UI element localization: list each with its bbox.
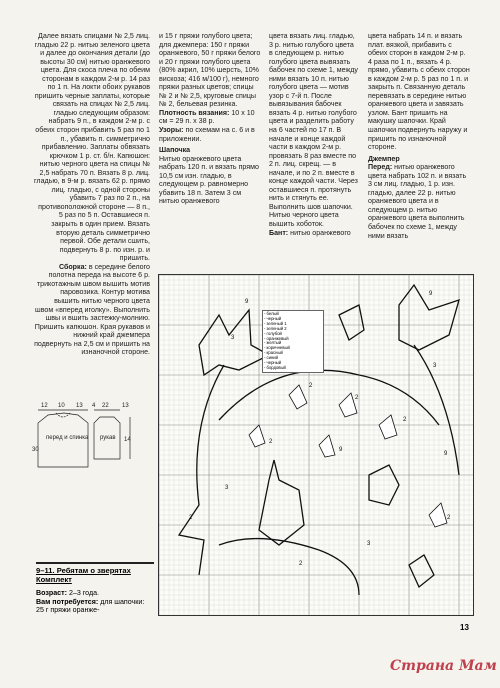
color-mark: 2 xyxy=(403,417,407,423)
color-mark: 2 xyxy=(269,439,273,445)
front-text: нитью оранжевого цвета набрать 102 п. и вязать 3 см лиц. гладью, 1 р. изн. гладью, далее 22 р. нитью оранжевого цвета и в следующем р. нитью оранжевого цвета выполнить бабочек по схеме 1, между ними вязать xyxy=(368,163,467,240)
leaf-mark xyxy=(429,503,447,527)
density-label: Плотность вязания: xyxy=(159,108,230,117)
legend-item: - голубой xyxy=(264,330,282,336)
section-title: 9–11. Ребятам о зверятах Комплект xyxy=(36,562,154,584)
color-mark: 2 xyxy=(309,383,313,389)
dim-label: 13 xyxy=(122,403,129,409)
color-mark: 3 xyxy=(231,335,235,341)
color-mark: 2 xyxy=(447,515,451,521)
color-mark: 9 xyxy=(429,291,433,297)
needs-text: для шапочки: 25 г пряжи оранже- xyxy=(36,597,145,614)
density-text: 10 х 10 см = 29 п. х 38 р. xyxy=(159,108,255,126)
col1-text: Далее вязать спицами № 2,5 лиц. гладью 22 р. нитью зеленого цвета и далее до окончания детали (до высоты 30 см) нитью оранжевого цвета. Для скоса плеча по обеим сторонам в каждом 2-м р. 14 раз по 1 п. На локти обоих рукавов пришить черные заплаты, которые связать на спицах № 2,5 лиц. гладью следующим образом: набрать 9 п., в каждом 2-м р. с обеих сторон прибавить 5 раз по 1 п., убавить п. симметрично прибавлению. Заплаты обвязать крючком 1 р. ст. б/н. Капюшон: нитью черного цвета на спицы № 2,5 набрать 70 п. Вязать 8 р. лиц. гладью, в 9-м р. вязать 62 р. прямо лиц. гладью, с одной стороны убавить 7 раз по 2 п., на противоположной стороне — 8 п., 5 раз по 5 п. Оставшиеся п. закрыть в один прием. Вязать вторую деталь симметрично первой. Обе детали сшить, подвернуть 8 р. по изн. р. и пришить. xyxy=(34,32,151,263)
color-mark: 2 xyxy=(189,515,193,521)
color-mark: 2 xyxy=(299,561,303,567)
color-mark: 3 xyxy=(433,363,437,369)
legend-item: - коричневый xyxy=(264,345,290,351)
bow-text: нитью оранжевого xyxy=(290,228,351,237)
leaf-mark xyxy=(289,385,307,409)
hat-text: Нитью оранжевого цвета набрать 120 п. и вязать прямо 10,5 см изн. гладью, в следующем р. равномерно убавить 18 п. Затем 3 см нитью оранжевого xyxy=(159,154,259,206)
col2-text: и 15 г пряжи голубого цвета; для джемпера: 150 г пряжи оранжевого, 50 г пряжи белого и 20 г пряжи голубого цвета (80% акрил, 10% шерсть, 10% вискоза; 416 м/100 г), немного пряжи разных цветов; спицы № 2 и № 2,5, круговые спицы № 2, бельевая резинка. xyxy=(159,32,261,109)
front-label: Перед: xyxy=(368,163,393,172)
legend-item: - черный xyxy=(264,360,282,366)
jumper-title: Джемпер xyxy=(368,154,400,163)
dim-label: 12 xyxy=(41,403,48,409)
legend-item: - красный xyxy=(264,350,283,356)
column-1 xyxy=(34,32,150,357)
dim-label: 14 xyxy=(124,437,131,443)
leaf-mark xyxy=(379,415,397,439)
front-back-label: перед и спинка xyxy=(46,435,89,441)
legend-item: - зеленый 2 xyxy=(264,325,287,331)
dim-label: 13 xyxy=(76,403,83,409)
legend-item: - бордовый xyxy=(264,364,286,370)
assembly-text: в середине белого полотна переда на высоте 6 р. трикотажным швом вышить мотив паровозика. Контур мотива вышить нитью черного цвета швом «вперед иголку». Выполнить швы и вшить застежку-молнию. Пришить капюшон. Края рукавов и нижний край джемпера подвернуть на 2,5 см и пришить на изнаночной стороне. xyxy=(34,262,150,357)
color-mark: 3 xyxy=(367,541,371,547)
leaf-mark xyxy=(249,425,265,447)
project-info xyxy=(36,589,154,615)
dim-label: 10 xyxy=(58,403,65,409)
needs-label: Вам потребуется: xyxy=(36,597,99,606)
legend-item: - синий xyxy=(264,355,278,361)
page-number: 13 xyxy=(460,623,469,632)
patterns-label: Узоры: xyxy=(159,126,184,135)
dim-label: 4 xyxy=(92,403,96,409)
legend-item: - желтый xyxy=(264,340,282,346)
color-mark: 9 xyxy=(444,451,448,457)
legend-item: - черный xyxy=(264,315,282,321)
column-4 xyxy=(368,32,470,240)
watermark-logo: Страна Мам xyxy=(390,658,497,674)
legend-item: - зеленый 1 xyxy=(264,320,287,326)
hat-title: Шапочка xyxy=(159,146,191,155)
flower-motif xyxy=(409,555,434,587)
patterns-text: по схемам на с. 6 и в приложении. xyxy=(159,126,255,143)
col4-text: цвета набрать 14 п. и вязать плат. вязкой, прибавить с обеих сторон в каждом 2-м р. 4 раза по 1 п., вязать 4 р. прямо, убавить с обеих сторон в каждом 2-м р. 5 раз по 1 п. и закрыть п. Связанную деталь перевязать в середине нитью оранжевого цвета и завязать узлом. Бант пришить на макушку шапочки. Край шапочки подвернуть наружу и пришить по изнаночной стороне. xyxy=(368,32,470,152)
dim-label: 22 xyxy=(102,403,109,409)
chart-leaves xyxy=(249,385,447,527)
leaf-mark xyxy=(319,435,335,457)
bow-label: Бант: xyxy=(269,228,289,237)
sewing-pattern xyxy=(32,403,138,473)
age-label: Возраст: xyxy=(36,589,67,597)
legend-item: - белый xyxy=(264,311,279,316)
legend-item: - оранжевый xyxy=(264,335,289,341)
column-3 xyxy=(269,32,359,237)
sleeve-label: рукав xyxy=(100,435,116,441)
color-mark: 9 xyxy=(339,447,343,453)
color-mark: 3 xyxy=(225,485,229,491)
rabbit-motif xyxy=(259,460,304,545)
assembly-label: Сборка: xyxy=(58,262,87,271)
dim-label: 30 xyxy=(32,447,39,453)
chart-legend xyxy=(262,310,324,373)
color-mark: 9 xyxy=(245,299,249,305)
butterfly-motif xyxy=(339,305,364,340)
col3-text: цвета вязать лиц. гладью, 3 р. нитью голубого цвета в следующем р. нитью голубого цвета вывязать бабочек по схеме 1, между ними вязать 10 п. нитью голубого цвета — мотив узор с 7-й п. После вывязывания бабочек вязать 4 р. нитью голубого цвета и разделить работу на 6 частей по 17 п. В начале и конце каждой части в каждом 2-м р. провязать 8 раз вместе по 2 п. лиц. скрещ. — в начале, и по 2 п. вместе в конце каждой части. Через оставшиеся п. протянуть нить и стянуть ее. Выполнить шов шапочки. Нитью черного цвета вышить хоботок. xyxy=(269,32,358,229)
age-value: 2–3 года. xyxy=(68,589,100,597)
column-2 xyxy=(159,32,263,206)
color-mark: 2 xyxy=(355,395,359,401)
